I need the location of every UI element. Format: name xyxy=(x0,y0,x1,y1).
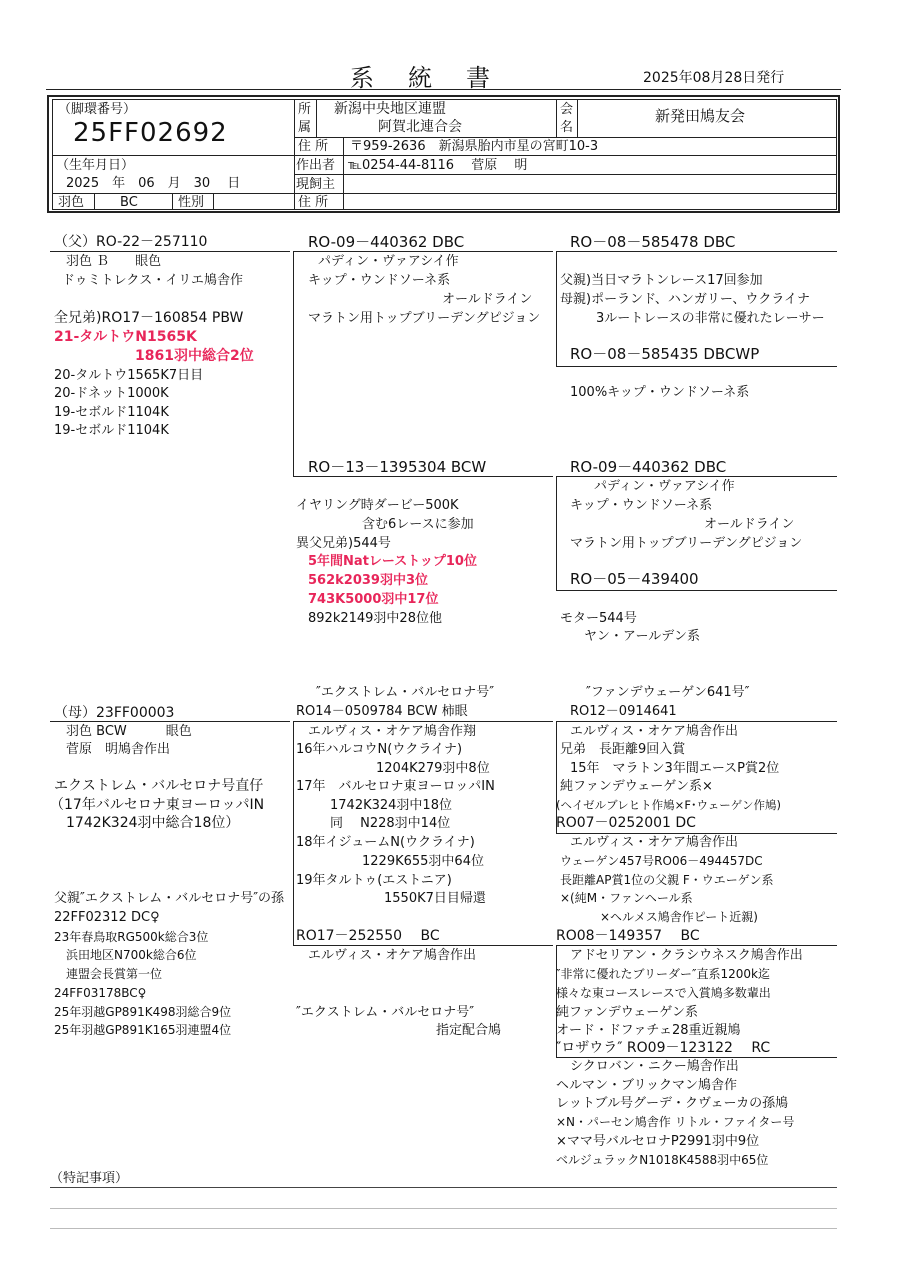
dd-line-2: ″エクストレム・バルセロナ号″ xyxy=(296,1005,475,1020)
sss-ring: RO－08－585478 DBC xyxy=(570,233,736,251)
dam-line-9: 23年春鳥取RG500k総合3位 xyxy=(54,930,209,944)
ds-line-4: 17年 バルセロナ東ヨーロッパIN xyxy=(296,779,495,794)
dsd-line-2: ウェーゲン457号RO06－494457DC xyxy=(560,854,763,868)
sdd-line-2: ヤン・アールデン系 xyxy=(584,629,700,644)
sss-line-2: 母親)ポーランド、ハンガリー、ウクライナ xyxy=(560,292,810,307)
ds-ring: RO14－0509784 BCW 柿眼 xyxy=(296,704,468,719)
ddd-line-4: ×N・パーセン鳩舎作 リトル・ファイター号 xyxy=(556,1115,795,1129)
sdd-line-1: モター544号 xyxy=(560,611,637,626)
dsd-line-4: ×(純M・ファンヘール系 xyxy=(560,891,693,905)
dam-color: 羽色 BCW 眼色 xyxy=(66,724,192,739)
document-title: 系統書 xyxy=(350,64,524,92)
dss-line-2: 兄弟 長距離9回入賞 xyxy=(560,742,686,757)
ss-line-2: オールドライン xyxy=(442,292,533,307)
dam-line-13: 25年羽越GP891K498羽総合9位 xyxy=(54,1005,232,1019)
dds-line-3: 様々な東コースレースで入賞鳩多数輩出 xyxy=(556,986,771,1000)
dds-line-2: ″非常に優れたブリーダー″直系1200k迄 xyxy=(556,967,770,981)
sire-ring: （父）RO-22－257110 xyxy=(54,234,208,250)
sds-line-1: キップ・ウンドソーネ系 xyxy=(570,498,713,513)
sd-highlight-3: 743K5000羽中17位 xyxy=(308,592,439,607)
dds-line-4: 純ファンデウェーゲン系 xyxy=(556,1005,698,1020)
address-label: 住 所 xyxy=(298,139,329,154)
dd-ring: RO17－252550 BC xyxy=(296,928,440,944)
sire-breeder: ドゥミトレクス・イリエ鳩舎作 xyxy=(62,273,244,288)
ds-line-7: 18年イジュームN(ウクライナ) xyxy=(296,835,475,850)
ds-line-3: 1204K279羽中8位 xyxy=(376,761,490,776)
dam-breeder: 菅原 明鳩舎作出 xyxy=(66,742,171,757)
color-value: BC xyxy=(120,195,138,210)
sire-result-2: 20-ドネット1000K xyxy=(54,386,169,401)
dam-line-14: 25年羽越GP891K165羽連盟4位 xyxy=(54,1023,232,1037)
dd-line-3: 指定配合鳩 xyxy=(436,1023,502,1038)
ring-label: （脚環番号） xyxy=(58,102,137,117)
ds-line-1: エルヴィス・オケア鳩舎作翔 xyxy=(308,724,476,739)
dam-line-12: 24FF03178BC♀ xyxy=(54,986,147,1000)
sd-line-2: 含む6レースに参加 xyxy=(362,517,474,532)
ds-line-9: 19年タルトゥ(エストニア) xyxy=(296,873,452,888)
club-label-1: 会 xyxy=(560,102,574,117)
sd-line-1: イヤリング時ダービー500K xyxy=(296,498,459,513)
sss-line-1: 父親)当日マラトンレース17回参加 xyxy=(560,273,763,288)
sire-color: 羽色 Ｂ 眼色 xyxy=(66,254,162,269)
affiliation-label-1: 所 xyxy=(298,102,312,117)
sd-line-4: 892k2149羽中28位他 xyxy=(308,611,442,626)
sds-line-2: オールドライン xyxy=(704,517,795,532)
sds-breeder: パディン・ヴァアシイ作 xyxy=(594,479,735,494)
birth-label: （生年月日） xyxy=(56,158,135,173)
dam-ring: （母）23FF00003 xyxy=(54,705,175,721)
sex-label: 性別 xyxy=(178,195,205,210)
dds-ring: RO08－149357 BC xyxy=(556,928,700,944)
dss-line-3: 15年 マラトン3年間エースP賞2位 xyxy=(570,761,780,776)
dss-line-1: エルヴィス・オケア鳩舎作出 xyxy=(570,724,738,739)
sire-result-4: 19-セボルド1104K xyxy=(54,423,169,438)
owner-address-label: 住 所 xyxy=(298,195,329,210)
dsd-ring: RO07－0252001 DC xyxy=(556,815,696,831)
breeder-label: 作出者 xyxy=(296,158,336,173)
sire-highlight-2: 1861羽中総合2位 xyxy=(135,348,254,364)
sd-line-3: 異父兄弟)544号 xyxy=(296,536,391,551)
ddd-line-5: ×ママ号バルセロナP2991羽中9位 xyxy=(556,1134,760,1149)
owner-label: 現飼主 xyxy=(296,177,336,192)
dam-line-4: エクストレム・バルセロナ号直仔 xyxy=(54,778,264,794)
ddd-ring: ″ロザウラ″ RO09－123122 RC xyxy=(556,1040,771,1056)
ddd-line-6: ベルジュラックN1018K4588羽中65位 xyxy=(556,1153,769,1167)
ss-ring: RO-09－440362 DBC xyxy=(308,233,465,251)
ds-line-6: 同 N228羽中14位 xyxy=(330,816,451,831)
sire-result-1: 20-タルトウ1565K7日目 xyxy=(54,368,204,383)
remarks-label: （特記事項） xyxy=(50,1171,129,1186)
ddd-line-3: レットブル号グーデ・クヴェーカの孫鳩 xyxy=(556,1096,789,1111)
dam-line-8: 22FF02312 DC♀ xyxy=(54,910,160,925)
dds-line-1: アドセリアン・クラシウネスク鳩舎作出 xyxy=(570,948,803,963)
birth-date: 2025 年 06 月 30 日 xyxy=(66,176,241,191)
dsd-line-1: エルヴィス・オケア鳩舎作出 xyxy=(570,835,738,850)
dsd-line-3: 長距離AP賞1位の父親 F・ウエーゲン系 xyxy=(560,873,774,887)
sds-ring: RO-09－440362 DBC xyxy=(570,458,727,476)
sds-line-3: マラトン用トップブリーデングピジョン xyxy=(570,536,803,551)
sire-highlight-1: 21-タルトウN1565K xyxy=(54,329,197,345)
address: 〒959-2636 新潟県胎内市星の宮町10-3 xyxy=(350,139,599,154)
ss-line-3: マラトン用トップブリーデングピジョン xyxy=(308,311,541,326)
club-label-2: 名 xyxy=(560,120,574,135)
ddd-line-2: ヘルマン・ブリックマン鳩舎作 xyxy=(556,1078,737,1093)
affiliation-label-2: 属 xyxy=(298,120,312,135)
dam-line-10: 浜田地区N700k総合6位 xyxy=(66,948,197,962)
dsd-line-5: ×ヘルメス鳩舎作ピート近親) xyxy=(600,910,758,924)
color-label: 羽色 xyxy=(58,195,85,210)
ring-number: 25FF02692 xyxy=(73,118,228,148)
sd-highlight-2: 562k2039羽中3位 xyxy=(308,573,429,588)
ssd-line-1: 100%キップ・ウンドソーネ系 xyxy=(570,385,750,400)
sire-result-3: 19-セボルド1104K xyxy=(54,405,169,420)
club-name: 新発田鳩友会 xyxy=(655,107,746,125)
ds-line-10: 1550K7日目帰還 xyxy=(384,891,486,906)
dd-line-1: エルヴィス・オケア鳩舎作出 xyxy=(308,948,476,963)
dss-name: ″ファンデウェーゲン641号″ xyxy=(586,685,750,700)
ddd-line-1: シクロバン・ニクー鳩舎作出 xyxy=(570,1059,739,1074)
sdd-ring: RO－05－439400 xyxy=(570,570,699,588)
sss-line-3: 3ルートレースの非常に優れたレーサー xyxy=(596,311,825,326)
dss-line-4: 純ファンデウェーゲン系× xyxy=(560,779,713,794)
sd-highlight-1: 5年間Natレーストップ10位 xyxy=(308,554,477,569)
title-underline xyxy=(46,89,841,90)
ds-name: ″エクストレム・バルセロナ号″ xyxy=(316,685,495,700)
dss-ring: RO12－0914641 xyxy=(570,704,677,719)
dss-line-5: (ヘイゼルブレヒト作鳩×F･ウェーゲン作鳩) xyxy=(556,798,781,812)
affiliation-2: 阿賀北連合会 xyxy=(378,119,462,135)
ds-line-2: 16年ハルコウN(ウクライナ) xyxy=(296,742,463,757)
issue-date: 2025年08月28日発行 xyxy=(643,70,785,86)
dam-line-5: （17年バルセロナ東ヨーロッパIN xyxy=(50,797,265,813)
dam-line-11: 連盟会長賞第一位 xyxy=(66,967,163,981)
ss-breeder: パディン・ヴァアシイ作 xyxy=(318,254,459,269)
dam-line-7: 父親″エクストレム・バルセロナ号″の孫 xyxy=(54,891,285,906)
dam-line-6: 1742K324羽中総合18位） xyxy=(66,815,240,831)
sd-ring: RO－13－1395304 BCW xyxy=(308,458,487,476)
ss-line-1: キップ・ウンドソーネ系 xyxy=(308,273,451,288)
ssd-ring: RO－08－585435 DBCWP xyxy=(570,345,760,363)
dds-line-5: オード・ドファチェ28重近親鳩 xyxy=(556,1023,741,1038)
phone-and-breeder: ℡0254-44-8116 菅原 明 xyxy=(348,158,528,173)
affiliation-1: 新潟中央地区連盟 xyxy=(334,101,446,117)
ds-line-8: 1229K655羽中64位 xyxy=(362,854,484,869)
ds-line-5: 1742K324羽中18位 xyxy=(330,798,452,813)
sire-sibling: 全兄弟)RO17－160854 PBW xyxy=(54,310,244,326)
